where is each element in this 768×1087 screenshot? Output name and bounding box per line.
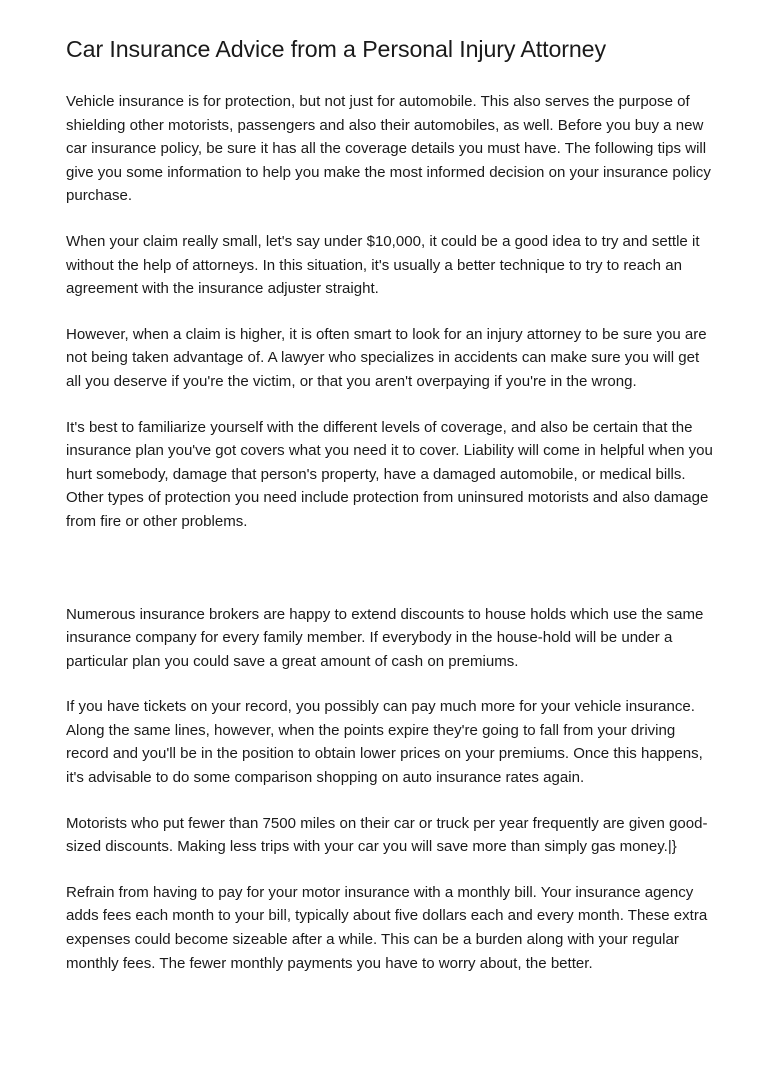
paragraph-coverage-levels: It's best to familiarize yourself with the different levels of coverage, and also be certain that the insurance plan you've got covers what you need it to cover. Liability will come in helpful when you hurt somebody, damage that person's property, have a damaged automobile, or medical bills. Other types of protection you need include protection from uninsured motorists and also damage from fire or other problems. (66, 418, 713, 530)
paragraph-small-claims: When your claim really small, let's say under $10,000, it could be a good idea to try and settle it without the help of attorneys. In this situation, it's usually a better technique to try to reach an agreement with the insurance adjuster straight. (66, 232, 700, 298)
paragraph-vehicle-insurance-intro: Vehicle insurance is for protection, but not just for automobile. This also serves the purpose of shielding other motorists, passengers and also their automobiles, as well. Before you buy a new car insurance policy, be sure it has all the coverage details you must have. The following tips will give you some information to help you make the most informed decision on your insurance policy purchase. (66, 93, 711, 205)
paragraph-tickets-record: If you have tickets on your record, you possibly can pay much more for your vehicle insurance. Along the same lines, however, when the points expire they're going to fall from your driving record and you'll be in the position to obtain lower prices on your premiums. Once this happens, it's advisable to do some comparison shopping on auto insurance rates again. (66, 698, 703, 787)
blank-gap (66, 556, 716, 603)
document-title: Car Insurance Advice from a Personal Injury Attorney (66, 36, 606, 62)
paragraph-monthly-bill: Refrain from having to pay for your motor insurance with a monthly bill. Your insurance agency adds fees each month to your bill, typically about five dollars each and every month. These extra expenses could become sizeable after a while. This can be a burden along with your regular monthly fees. The fewer monthly payments you have to worry about, the better. (66, 883, 708, 972)
paragraph-household-discounts: Numerous insurance brokers are happy to extend discounts to house holds which use the same insurance company for every family member. If everybody in the house-hold will be under a particular plan you could save a great amount of cash on premiums. (66, 605, 704, 670)
document-page (66, 34, 716, 997)
paragraph-higher-claims: However, when a claim is higher, it is often smart to look for an injury attorney to be sure you are not being taken advantage of. A lawyer who specializes in accidents can make sure you will get all you deserve if you're the victim, or that you aren't overpaying if you're in the wrong. (66, 325, 707, 390)
paragraph-low-mileage: Motorists who put fewer than 7500 miles on their car or truck per year frequently are given good-sized discounts. Making less trips with your car you will save more than simply gas money.|} (66, 814, 708, 856)
